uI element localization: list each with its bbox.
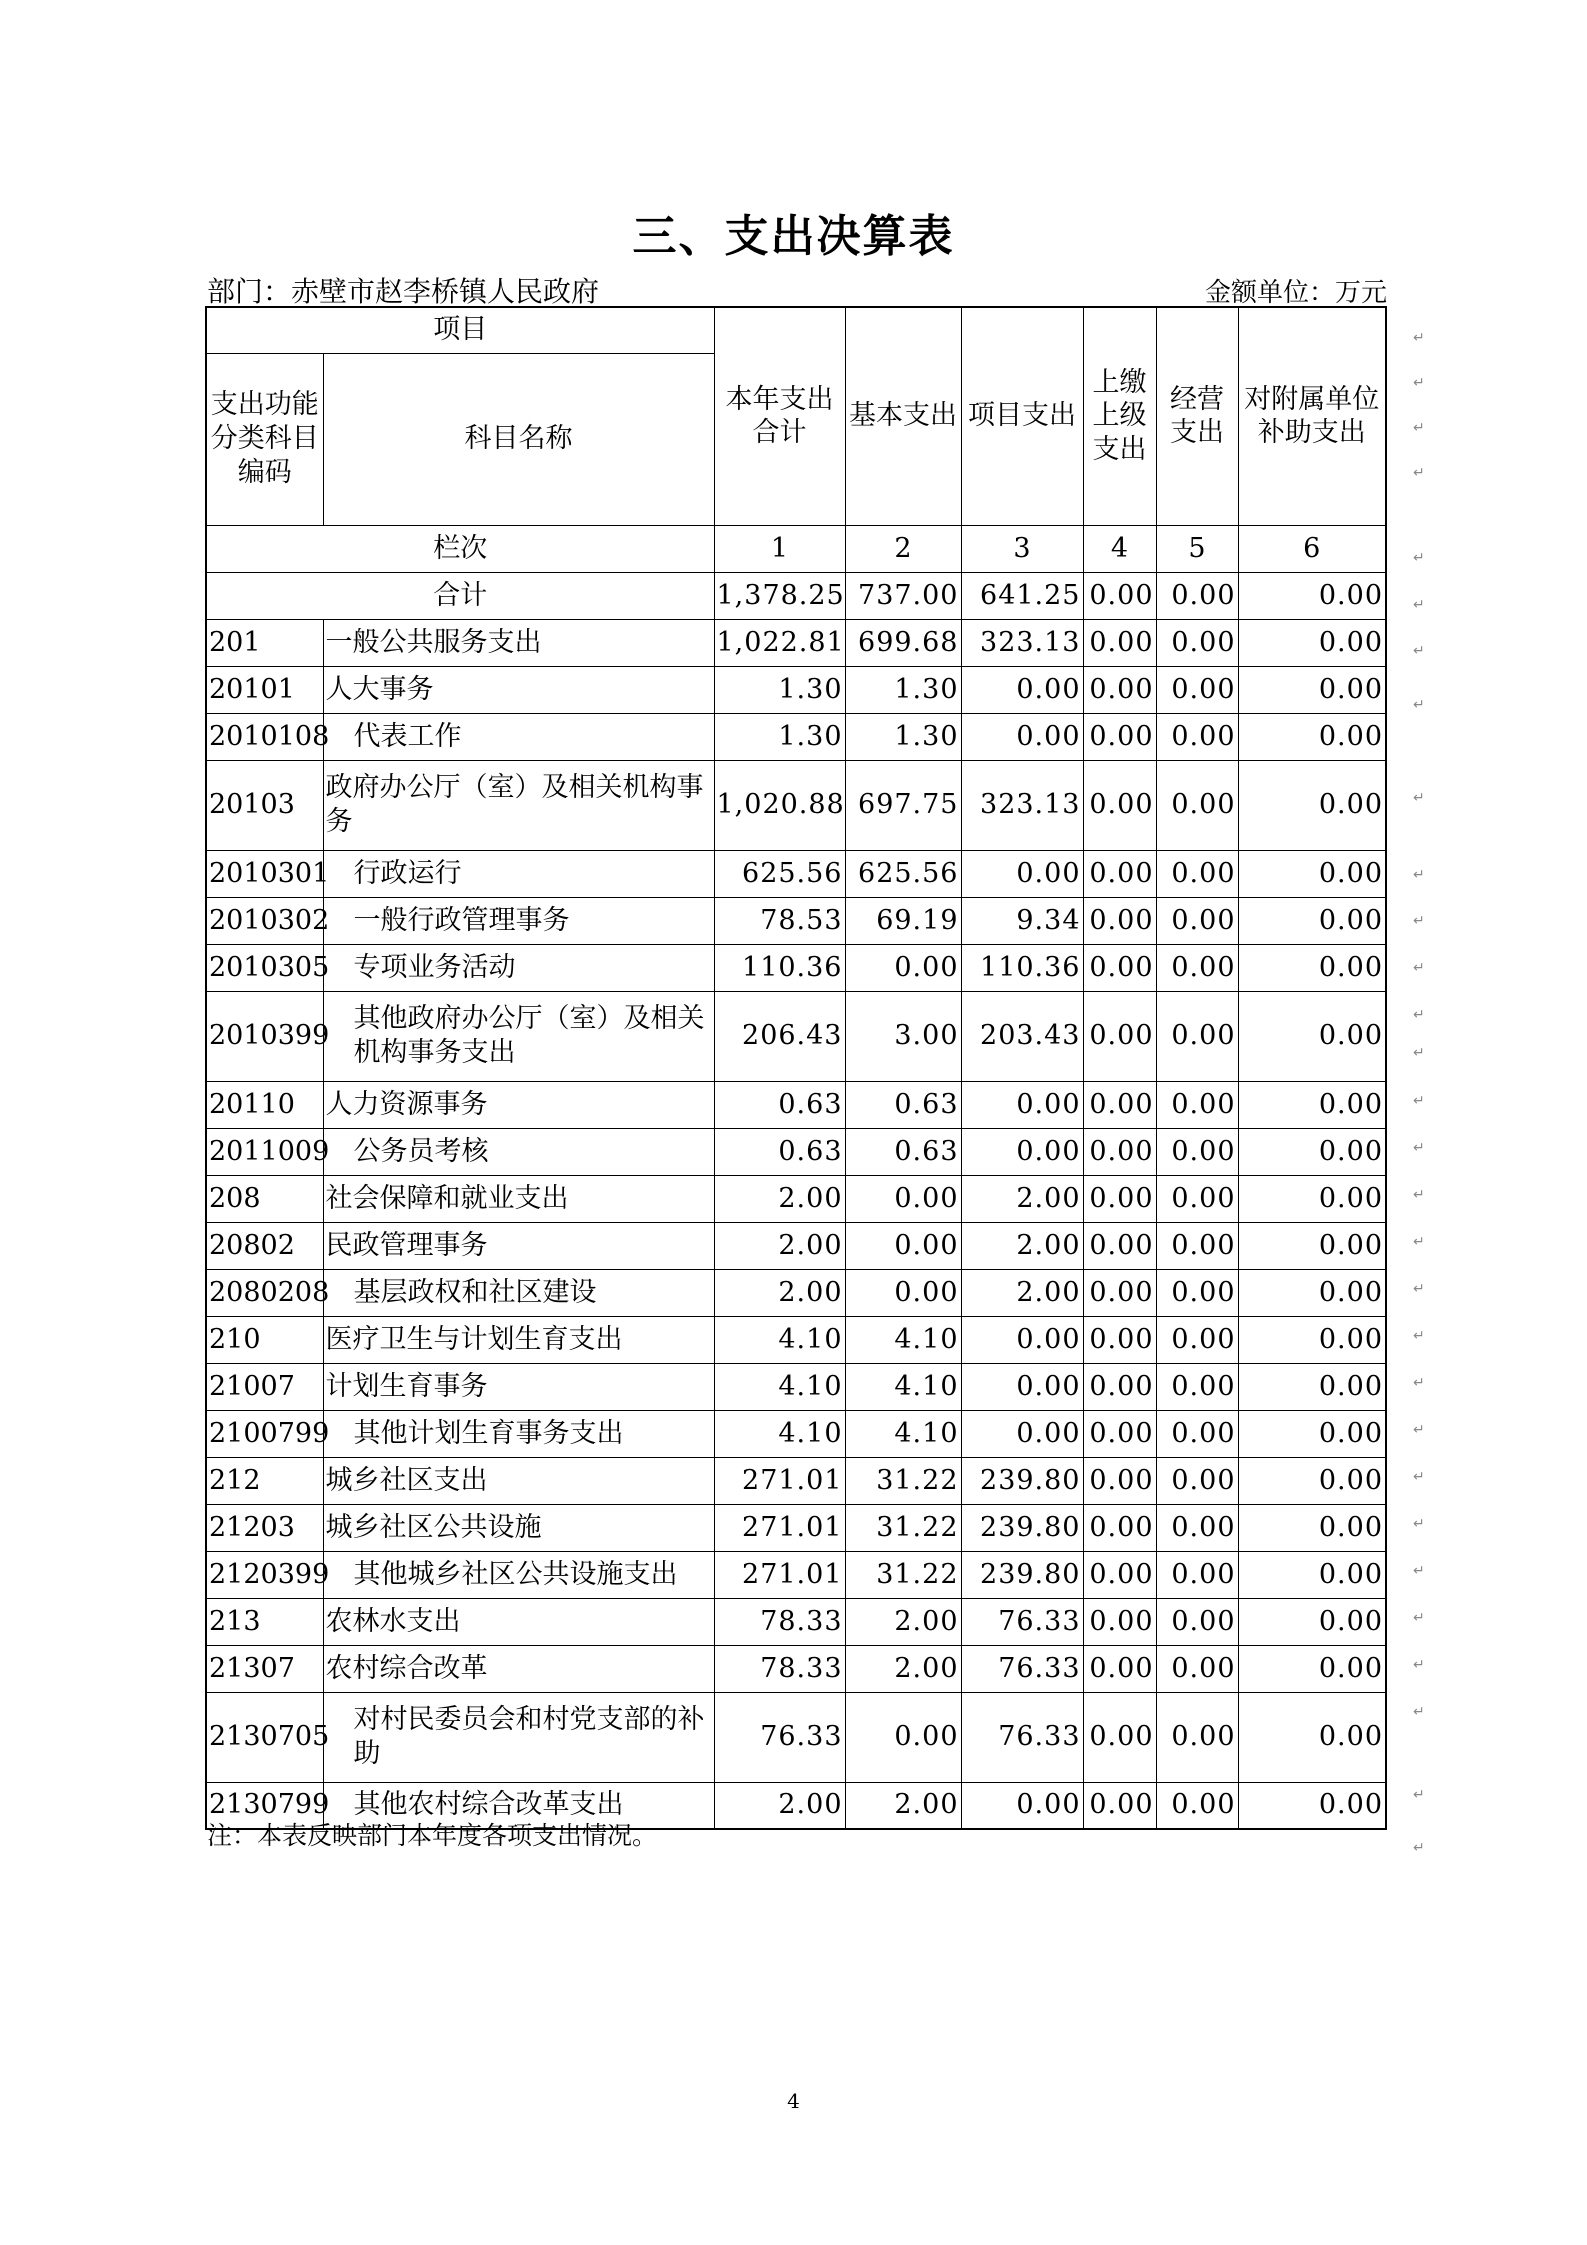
row-value: 0.00 xyxy=(1083,1551,1156,1598)
row-name: 农村综合改革 xyxy=(323,1645,714,1692)
row-value: 0.00 xyxy=(1156,1645,1238,1692)
row-value: 625.56 xyxy=(845,850,961,897)
row-name: 城乡社区公共设施 xyxy=(323,1504,714,1551)
expenditure-table xyxy=(205,306,1387,1830)
row-name: 代表工作 xyxy=(323,713,714,760)
col-index: 5 xyxy=(1156,525,1238,572)
row-value: 0.63 xyxy=(714,1081,845,1128)
row-value: 2.00 xyxy=(845,1782,961,1829)
paragraph-mark: ↵ xyxy=(1413,330,1425,346)
row-value: 0.00 xyxy=(1156,991,1238,1081)
row-code: 20101 xyxy=(206,666,323,713)
row-value: 0.00 xyxy=(1156,713,1238,760)
row-value: 0.00 xyxy=(1156,1598,1238,1645)
row-value: 0.00 xyxy=(1083,1316,1156,1363)
row-code: 208 xyxy=(206,1175,323,1222)
row-value: 0.00 xyxy=(1083,1457,1156,1504)
row-value: 110.36 xyxy=(961,944,1083,991)
paragraph-mark: ↵ xyxy=(1413,1840,1425,1856)
row-value: 2.00 xyxy=(714,1269,845,1316)
row-value: 0.00 xyxy=(961,713,1083,760)
row-name: 其他计划生育事务支出 xyxy=(323,1410,714,1457)
row-value: 1,022.81 xyxy=(714,619,845,666)
row-value: 0.00 xyxy=(1156,944,1238,991)
row-value: 0.00 xyxy=(1238,1598,1386,1645)
row-value: 0.00 xyxy=(1083,991,1156,1081)
row-value: 0.00 xyxy=(1238,760,1386,850)
row-value: 2.00 xyxy=(714,1782,845,1829)
row-value: 1.30 xyxy=(714,666,845,713)
row-value: 0.00 xyxy=(1083,713,1156,760)
paragraph-mark: ↵ xyxy=(1413,1045,1425,1061)
row-name: 一般公共服务支出 xyxy=(323,619,714,666)
row-value: 0.00 xyxy=(1083,1782,1156,1829)
paragraph-mark: ↵ xyxy=(1413,1422,1425,1438)
row-name: 其他政府办公厅（室）及相关机构事务支出 xyxy=(323,991,714,1081)
row-value: 78.53 xyxy=(714,897,845,944)
row-value: 0.63 xyxy=(845,1128,961,1175)
paragraph-mark: ↵ xyxy=(1413,597,1425,613)
row-value: 4.10 xyxy=(714,1316,845,1363)
paragraph-mark: ↵ xyxy=(1413,1610,1425,1626)
row-value: 0.00 xyxy=(1083,666,1156,713)
table-row xyxy=(206,666,1386,713)
row-name: 社会保障和就业支出 xyxy=(323,1175,714,1222)
row-value: 0.00 xyxy=(1238,1551,1386,1598)
row-value: 0.00 xyxy=(1238,1782,1386,1829)
row-value: 0.00 xyxy=(1156,1410,1238,1457)
row-value: 0.00 xyxy=(1083,850,1156,897)
row-value: 1.30 xyxy=(714,713,845,760)
row-value: 271.01 xyxy=(714,1457,845,1504)
row-value: 76.33 xyxy=(714,1692,845,1782)
total-row xyxy=(206,572,1386,619)
total-value: 737.00 xyxy=(845,572,961,619)
row-value: 0.63 xyxy=(845,1081,961,1128)
table-row xyxy=(206,1504,1386,1551)
row-value: 0.00 xyxy=(1083,944,1156,991)
header-code: 支出功能分类科目编码 xyxy=(206,353,323,525)
row-value: 0.00 xyxy=(1238,1128,1386,1175)
row-value: 0.00 xyxy=(1238,666,1386,713)
paragraph-mark: ↵ xyxy=(1413,1187,1425,1203)
row-code: 21307 xyxy=(206,1645,323,1692)
total-label: 合计 xyxy=(206,572,714,619)
header-item: 项目 xyxy=(206,307,714,353)
row-value: 271.01 xyxy=(714,1504,845,1551)
row-code: 2010301 xyxy=(206,850,323,897)
header-project-expenditure: 项目支出 xyxy=(961,307,1083,525)
paragraph-mark: ↵ xyxy=(1413,1657,1425,1673)
row-value: 0.00 xyxy=(1156,1128,1238,1175)
row-value: 239.80 xyxy=(961,1551,1083,1598)
row-value: 0.00 xyxy=(1156,1316,1238,1363)
row-value: 0.00 xyxy=(1238,1222,1386,1269)
table-row xyxy=(206,1410,1386,1457)
table-row xyxy=(206,1551,1386,1598)
row-value: 0.00 xyxy=(961,1316,1083,1363)
row-value: 1.30 xyxy=(845,666,961,713)
row-code: 212 xyxy=(206,1457,323,1504)
row-value: 0.00 xyxy=(1238,944,1386,991)
row-value: 0.00 xyxy=(1238,619,1386,666)
row-value: 76.33 xyxy=(961,1692,1083,1782)
row-value: 0.00 xyxy=(1238,1081,1386,1128)
page-number: 4 xyxy=(787,2089,800,2113)
row-code: 21203 xyxy=(206,1504,323,1551)
row-name: 医疗卫生与计划生育支出 xyxy=(323,1316,714,1363)
row-value: 1.30 xyxy=(845,713,961,760)
row-value: 0.00 xyxy=(1238,1316,1386,1363)
department-label: 部门：赤壁市赵李桥镇人民政府 xyxy=(207,275,600,308)
row-value: 0.00 xyxy=(1156,666,1238,713)
row-value: 271.01 xyxy=(714,1551,845,1598)
row-value: 0.00 xyxy=(1156,1363,1238,1410)
row-code: 20802 xyxy=(206,1222,323,1269)
total-value: 1,378.25 xyxy=(714,572,845,619)
col-index: 3 xyxy=(961,525,1083,572)
row-value: 697.75 xyxy=(845,760,961,850)
row-code: 2130705 xyxy=(206,1692,323,1782)
table-row xyxy=(206,850,1386,897)
paragraph-mark: ↵ xyxy=(1413,1469,1425,1485)
row-code: 2010108 xyxy=(206,713,323,760)
row-value: 0.00 xyxy=(1083,1175,1156,1222)
paragraph-mark: ↵ xyxy=(1413,550,1425,566)
row-value: 0.00 xyxy=(1156,1081,1238,1128)
row-value: 0.00 xyxy=(961,850,1083,897)
row-value: 0.00 xyxy=(1156,760,1238,850)
table-row xyxy=(206,1316,1386,1363)
row-value: 0.00 xyxy=(1083,1269,1156,1316)
row-value: 203.43 xyxy=(961,991,1083,1081)
table-row xyxy=(206,1692,1386,1782)
paragraph-mark: ↵ xyxy=(1413,643,1425,659)
header-basic-expenditure: 基本支出 xyxy=(845,307,961,525)
row-value: 0.00 xyxy=(961,1410,1083,1457)
col-index-label: 栏次 xyxy=(206,525,714,572)
row-value: 9.34 xyxy=(961,897,1083,944)
row-value: 2.00 xyxy=(845,1645,961,1692)
row-code: 21007 xyxy=(206,1363,323,1410)
row-value: 0.00 xyxy=(1238,713,1386,760)
row-value: 4.10 xyxy=(714,1410,845,1457)
row-name: 其他农村综合改革支出 xyxy=(323,1782,714,1829)
table-row xyxy=(206,1175,1386,1222)
table-row xyxy=(206,760,1386,850)
paragraph-mark: ↵ xyxy=(1413,697,1425,713)
row-value: 0.00 xyxy=(1156,1504,1238,1551)
row-value: 0.00 xyxy=(1238,1504,1386,1551)
paragraph-mark: ↵ xyxy=(1413,1787,1425,1803)
row-name: 一般行政管理事务 xyxy=(323,897,714,944)
row-value: 0.00 xyxy=(1083,897,1156,944)
row-value: 0.00 xyxy=(1083,1128,1156,1175)
row-value: 0.00 xyxy=(1156,897,1238,944)
row-value: 2.00 xyxy=(961,1269,1083,1316)
row-value: 0.00 xyxy=(1156,1175,1238,1222)
row-value: 2.00 xyxy=(714,1222,845,1269)
row-value: 0.00 xyxy=(1238,1645,1386,1692)
paragraph-mark: ↵ xyxy=(1413,867,1425,883)
row-code: 2120399 xyxy=(206,1551,323,1598)
row-name: 民政管理事务 xyxy=(323,1222,714,1269)
paragraph-mark: ↵ xyxy=(1413,375,1425,391)
col-index: 6 xyxy=(1238,525,1386,572)
row-value: 0.00 xyxy=(1238,850,1386,897)
row-value: 0.00 xyxy=(1238,991,1386,1081)
row-value: 625.56 xyxy=(714,850,845,897)
row-value: 4.10 xyxy=(714,1363,845,1410)
row-value: 1,020.88 xyxy=(714,760,845,850)
paragraph-mark: ↵ xyxy=(1413,1007,1425,1023)
row-value: 0.00 xyxy=(961,1081,1083,1128)
row-value: 239.80 xyxy=(961,1504,1083,1551)
row-name: 人大事务 xyxy=(323,666,714,713)
row-value: 110.36 xyxy=(714,944,845,991)
row-value: 3.00 xyxy=(845,991,961,1081)
paragraph-mark: ↵ xyxy=(1413,913,1425,929)
row-value: 0.00 xyxy=(1156,850,1238,897)
row-value: 0.00 xyxy=(845,944,961,991)
paragraph-mark: ↵ xyxy=(1413,1093,1425,1109)
table-row xyxy=(206,1222,1386,1269)
paragraph-mark: ↵ xyxy=(1413,1140,1425,1156)
table-row xyxy=(206,1081,1386,1128)
row-value: 76.33 xyxy=(961,1645,1083,1692)
row-value: 323.13 xyxy=(961,760,1083,850)
header-subsidy-affiliates: 对附属单位补助支出 xyxy=(1238,307,1386,525)
table-row xyxy=(206,1363,1386,1410)
paragraph-mark: ↵ xyxy=(1413,1563,1425,1579)
table-row xyxy=(206,897,1386,944)
row-code: 2010302 xyxy=(206,897,323,944)
row-value: 31.22 xyxy=(845,1457,961,1504)
row-value: 4.10 xyxy=(845,1363,961,1410)
row-value: 0.00 xyxy=(1083,1504,1156,1551)
row-value: 2.00 xyxy=(714,1175,845,1222)
row-name: 基层政权和社区建设 xyxy=(323,1269,714,1316)
row-code: 20110 xyxy=(206,1081,323,1128)
row-name: 其他城乡社区公共设施支出 xyxy=(323,1551,714,1598)
row-name: 专项业务活动 xyxy=(323,944,714,991)
row-code: 213 xyxy=(206,1598,323,1645)
row-value: 31.22 xyxy=(845,1551,961,1598)
row-value: 0.00 xyxy=(1156,1222,1238,1269)
total-value: 0.00 xyxy=(1156,572,1238,619)
row-value: 0.00 xyxy=(1156,1551,1238,1598)
table-row xyxy=(206,619,1386,666)
row-name: 对村民委员会和村党支部的补助 xyxy=(323,1692,714,1782)
row-code: 2010399 xyxy=(206,991,323,1081)
table-row xyxy=(206,1269,1386,1316)
table-row xyxy=(206,1457,1386,1504)
row-value: 206.43 xyxy=(714,991,845,1081)
paragraph-marks xyxy=(1413,0,1433,2245)
row-value: 0.00 xyxy=(1238,1457,1386,1504)
row-value: 0.00 xyxy=(1238,1269,1386,1316)
row-value: 0.00 xyxy=(1156,619,1238,666)
table-row xyxy=(206,991,1386,1081)
table-note: 注：本表反映部门本年度各项支出情况。 xyxy=(207,1821,658,1850)
row-name: 农林水支出 xyxy=(323,1598,714,1645)
row-value: 0.00 xyxy=(1083,1410,1156,1457)
col-index: 2 xyxy=(845,525,961,572)
paragraph-mark: ↵ xyxy=(1413,1281,1425,1297)
row-value: 0.63 xyxy=(714,1128,845,1175)
header-name: 科目名称 xyxy=(323,353,714,525)
row-value: 2.00 xyxy=(845,1598,961,1645)
row-value: 78.33 xyxy=(714,1598,845,1645)
row-name: 人力资源事务 xyxy=(323,1081,714,1128)
row-code: 20103 xyxy=(206,760,323,850)
row-value: 239.80 xyxy=(961,1457,1083,1504)
paragraph-mark: ↵ xyxy=(1413,465,1425,481)
row-value: 0.00 xyxy=(845,1269,961,1316)
row-value: 0.00 xyxy=(1083,760,1156,850)
row-value: 323.13 xyxy=(961,619,1083,666)
paragraph-mark: ↵ xyxy=(1413,420,1425,436)
row-value: 2.00 xyxy=(961,1222,1083,1269)
row-name: 政府办公厅（室）及相关机构事务 xyxy=(323,760,714,850)
row-value: 0.00 xyxy=(961,1782,1083,1829)
col-index: 1 xyxy=(714,525,845,572)
row-value: 2.00 xyxy=(961,1175,1083,1222)
row-value: 0.00 xyxy=(1083,1222,1156,1269)
row-code: 2100799 xyxy=(206,1410,323,1457)
row-value: 0.00 xyxy=(845,1692,961,1782)
col-index: 4 xyxy=(1083,525,1156,572)
paragraph-mark: ↵ xyxy=(1413,1328,1425,1344)
row-code: 2130799 xyxy=(206,1782,323,1829)
paragraph-mark: ↵ xyxy=(1413,1375,1425,1391)
paragraph-mark: ↵ xyxy=(1413,1704,1425,1720)
row-value: 76.33 xyxy=(961,1598,1083,1645)
row-value: 78.33 xyxy=(714,1645,845,1692)
row-value: 0.00 xyxy=(961,1128,1083,1175)
row-value: 31.22 xyxy=(845,1504,961,1551)
total-value: 641.25 xyxy=(961,572,1083,619)
row-value: 0.00 xyxy=(1083,1363,1156,1410)
row-value: 4.10 xyxy=(845,1316,961,1363)
row-name: 公务员考核 xyxy=(323,1128,714,1175)
row-name: 计划生育事务 xyxy=(323,1363,714,1410)
row-code: 2080208 xyxy=(206,1269,323,1316)
row-value: 0.00 xyxy=(961,666,1083,713)
row-value: 0.00 xyxy=(1156,1269,1238,1316)
row-code: 210 xyxy=(206,1316,323,1363)
row-value: 0.00 xyxy=(1083,1598,1156,1645)
row-value: 0.00 xyxy=(1083,1081,1156,1128)
row-name: 行政运行 xyxy=(323,850,714,897)
row-code: 201 xyxy=(206,619,323,666)
header-remit-superior: 上缴上级支出 xyxy=(1083,307,1156,525)
total-value: 0.00 xyxy=(1083,572,1156,619)
table-row xyxy=(206,713,1386,760)
table-row xyxy=(206,1128,1386,1175)
row-value: 0.00 xyxy=(1238,1410,1386,1457)
header-total-expenditure: 本年支出合计 xyxy=(714,307,845,525)
row-value: 0.00 xyxy=(1156,1782,1238,1829)
row-value: 0.00 xyxy=(1156,1457,1238,1504)
row-code: 2011009 xyxy=(206,1128,323,1175)
unit-label: 金额单位：万元 xyxy=(1204,278,1387,308)
row-value: 0.00 xyxy=(961,1363,1083,1410)
table-row xyxy=(206,1598,1386,1645)
row-value: 69.19 xyxy=(845,897,961,944)
row-value: 0.00 xyxy=(1083,1692,1156,1782)
paragraph-mark: ↵ xyxy=(1413,790,1425,806)
total-value: 0.00 xyxy=(1238,572,1386,619)
row-value: 0.00 xyxy=(1238,1363,1386,1410)
row-name: 城乡社区支出 xyxy=(323,1457,714,1504)
paragraph-mark: ↵ xyxy=(1413,960,1425,976)
table-row xyxy=(206,944,1386,991)
paragraph-mark: ↵ xyxy=(1413,1234,1425,1250)
row-value: 699.68 xyxy=(845,619,961,666)
row-value: 4.10 xyxy=(845,1410,961,1457)
row-value: 0.00 xyxy=(1156,1692,1238,1782)
row-value: 0.00 xyxy=(1083,1645,1156,1692)
header-operating-expenditure: 经营支出 xyxy=(1156,307,1238,525)
row-value: 0.00 xyxy=(845,1175,961,1222)
paragraph-mark: ↵ xyxy=(1413,1516,1425,1532)
row-value: 0.00 xyxy=(1238,897,1386,944)
row-value: 0.00 xyxy=(1238,1692,1386,1782)
row-code: 2010305 xyxy=(206,944,323,991)
row-value: 0.00 xyxy=(845,1222,961,1269)
table-row xyxy=(206,1645,1386,1692)
row-value: 0.00 xyxy=(1083,619,1156,666)
row-value: 0.00 xyxy=(1238,1175,1386,1222)
page-title: 三、支出决算表 xyxy=(632,211,955,262)
